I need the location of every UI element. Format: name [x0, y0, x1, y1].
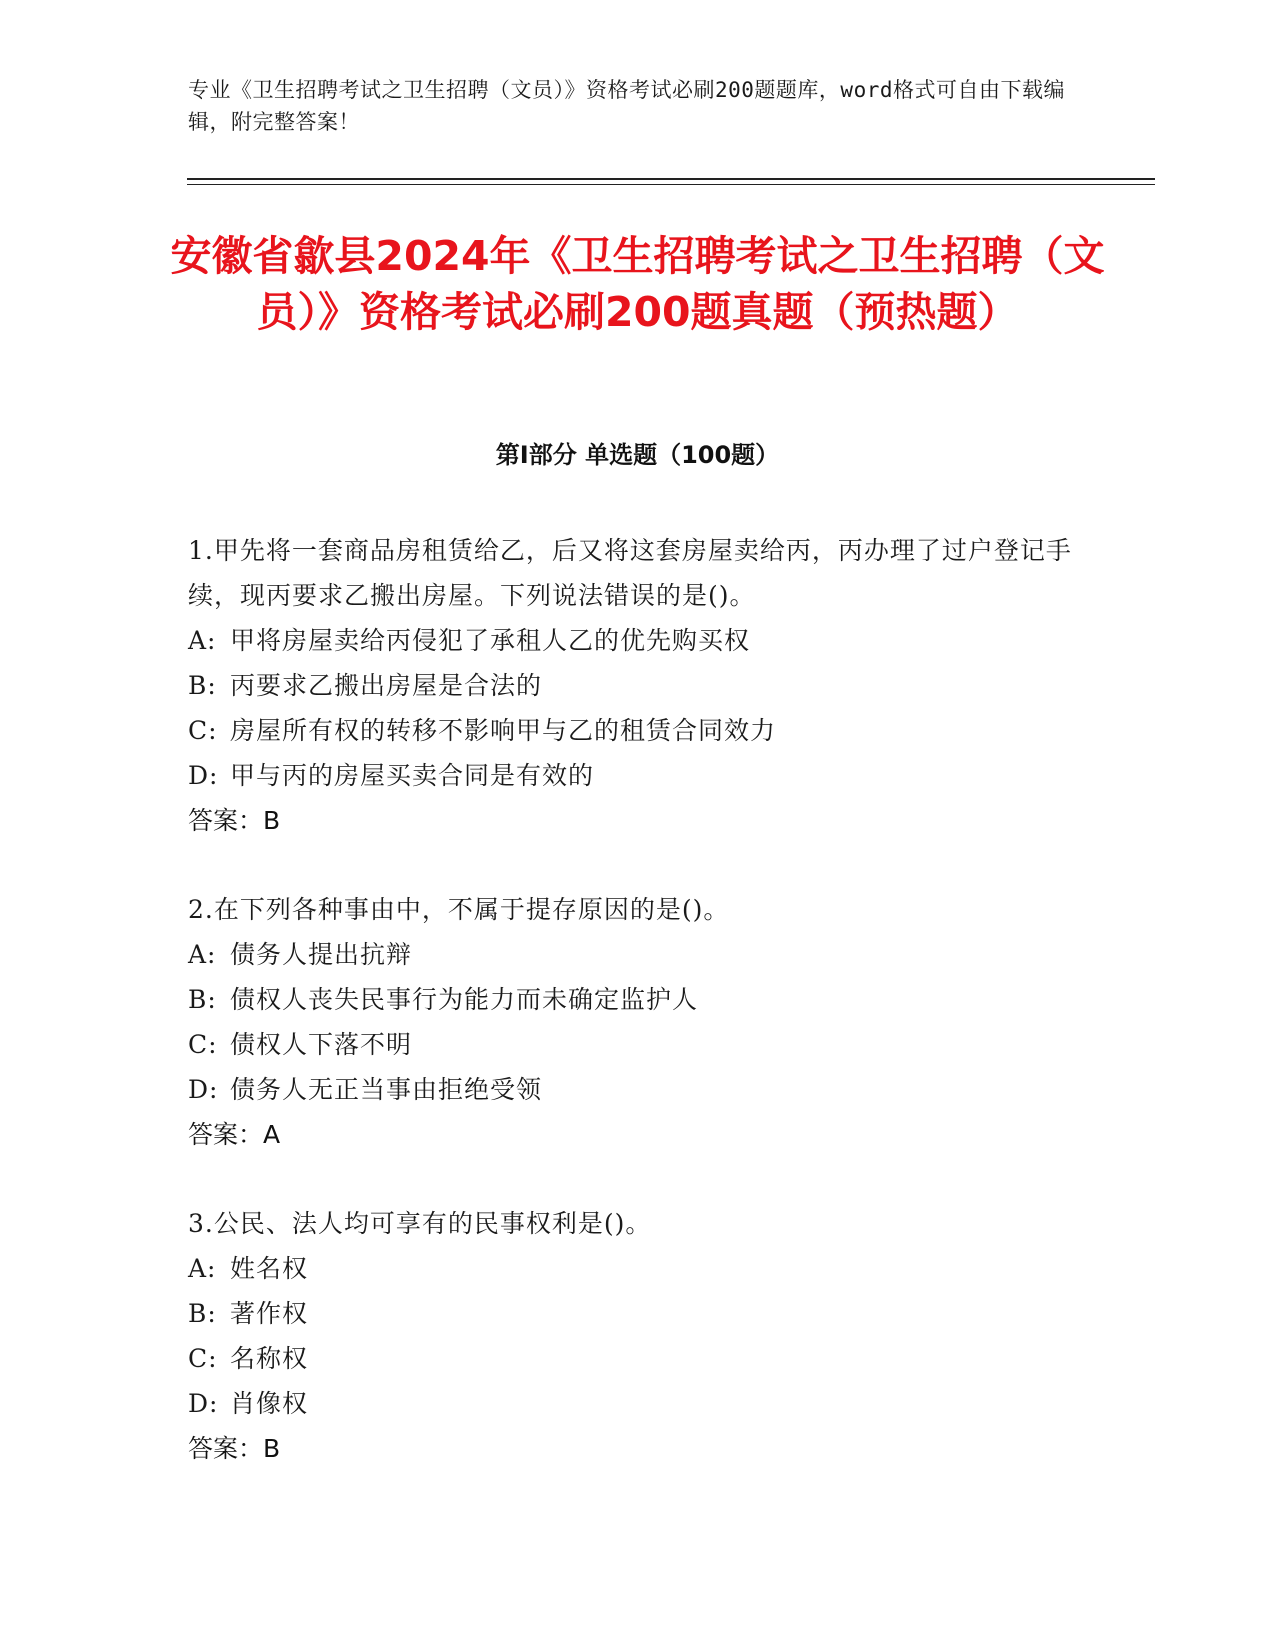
option-text: 丙要求乙搬出房屋是合法的 [230, 671, 543, 700]
option-b [188, 663, 1078, 708]
option-a [188, 618, 1078, 663]
option-key: A: [188, 626, 217, 655]
option-text: 房屋所有权的转移不影响甲与乙的租赁合同效力 [230, 716, 777, 745]
option-text: 肖像权 [230, 1389, 309, 1418]
option-text: 姓名权 [230, 1254, 309, 1283]
option-b [188, 1291, 1078, 1336]
option-key: B: [188, 985, 217, 1014]
option-text: 债务人无正当事由拒绝受领 [230, 1075, 543, 1104]
option-key: D: [188, 1389, 219, 1418]
option-a [188, 932, 1078, 977]
option-a [188, 1246, 1078, 1291]
answer: 答案：B [188, 1434, 281, 1463]
option-key: C: [188, 1344, 218, 1373]
option-c [188, 708, 1078, 753]
option-key: A: [188, 1254, 217, 1283]
option-d [188, 1067, 1078, 1112]
document-title: 安徽省歙县2024年《卫生招聘考试之卫生招聘（文员）》资格考试必刷200题真题（预热题） [170, 232, 1105, 336]
option-key: D: [188, 761, 219, 790]
header-divider-thin [187, 184, 1155, 185]
question-3 [188, 1201, 1078, 1471]
option-d [188, 1381, 1078, 1426]
option-c [188, 1336, 1078, 1381]
option-key: C: [188, 716, 218, 745]
question-stem: 3.公民、法人均可享有的民事权利是()。 [188, 1209, 652, 1238]
question-stem: 2.在下列各种事由中，不属于提存原因的是()。 [188, 895, 730, 924]
option-key: B: [188, 1299, 217, 1328]
option-key: B: [188, 671, 217, 700]
section-heading: 第I部分 单选题（100题） [495, 441, 780, 469]
question-stem: 1.甲先将一套商品房租赁给乙，后又将这套房屋卖给丙，丙办理了过户登记手续，现丙要求乙搬出房屋。下列说法错误的是()。 [188, 536, 1072, 610]
option-key: A: [188, 940, 217, 969]
header-note: 专业《卫生招聘考试之卫生招聘（文员）》资格考试必刷200题题库，word格式可自由下载编辑，附完整答案！ [188, 78, 1065, 134]
option-d [188, 753, 1078, 798]
option-key: C: [188, 1030, 218, 1059]
answer: 答案：B [188, 806, 281, 835]
option-b [188, 977, 1078, 1022]
question-2 [188, 887, 1078, 1157]
option-text: 债权人下落不明 [230, 1030, 413, 1059]
question-1 [188, 528, 1078, 843]
header-divider-thick [187, 178, 1155, 180]
option-key: D: [188, 1075, 219, 1104]
option-text: 债权人丧失民事行为能力而未确定监护人 [230, 985, 699, 1014]
question-list [188, 528, 1078, 1515]
option-text: 债务人提出抗辩 [230, 940, 413, 969]
answer: 答案：A [188, 1120, 281, 1149]
option-c [188, 1022, 1078, 1067]
option-text: 甲与丙的房屋买卖合同是有效的 [230, 761, 595, 790]
option-text: 名称权 [230, 1344, 309, 1373]
option-text: 甲将房屋卖给丙侵犯了承租人乙的优先购买权 [230, 626, 751, 655]
option-text: 著作权 [230, 1299, 309, 1328]
